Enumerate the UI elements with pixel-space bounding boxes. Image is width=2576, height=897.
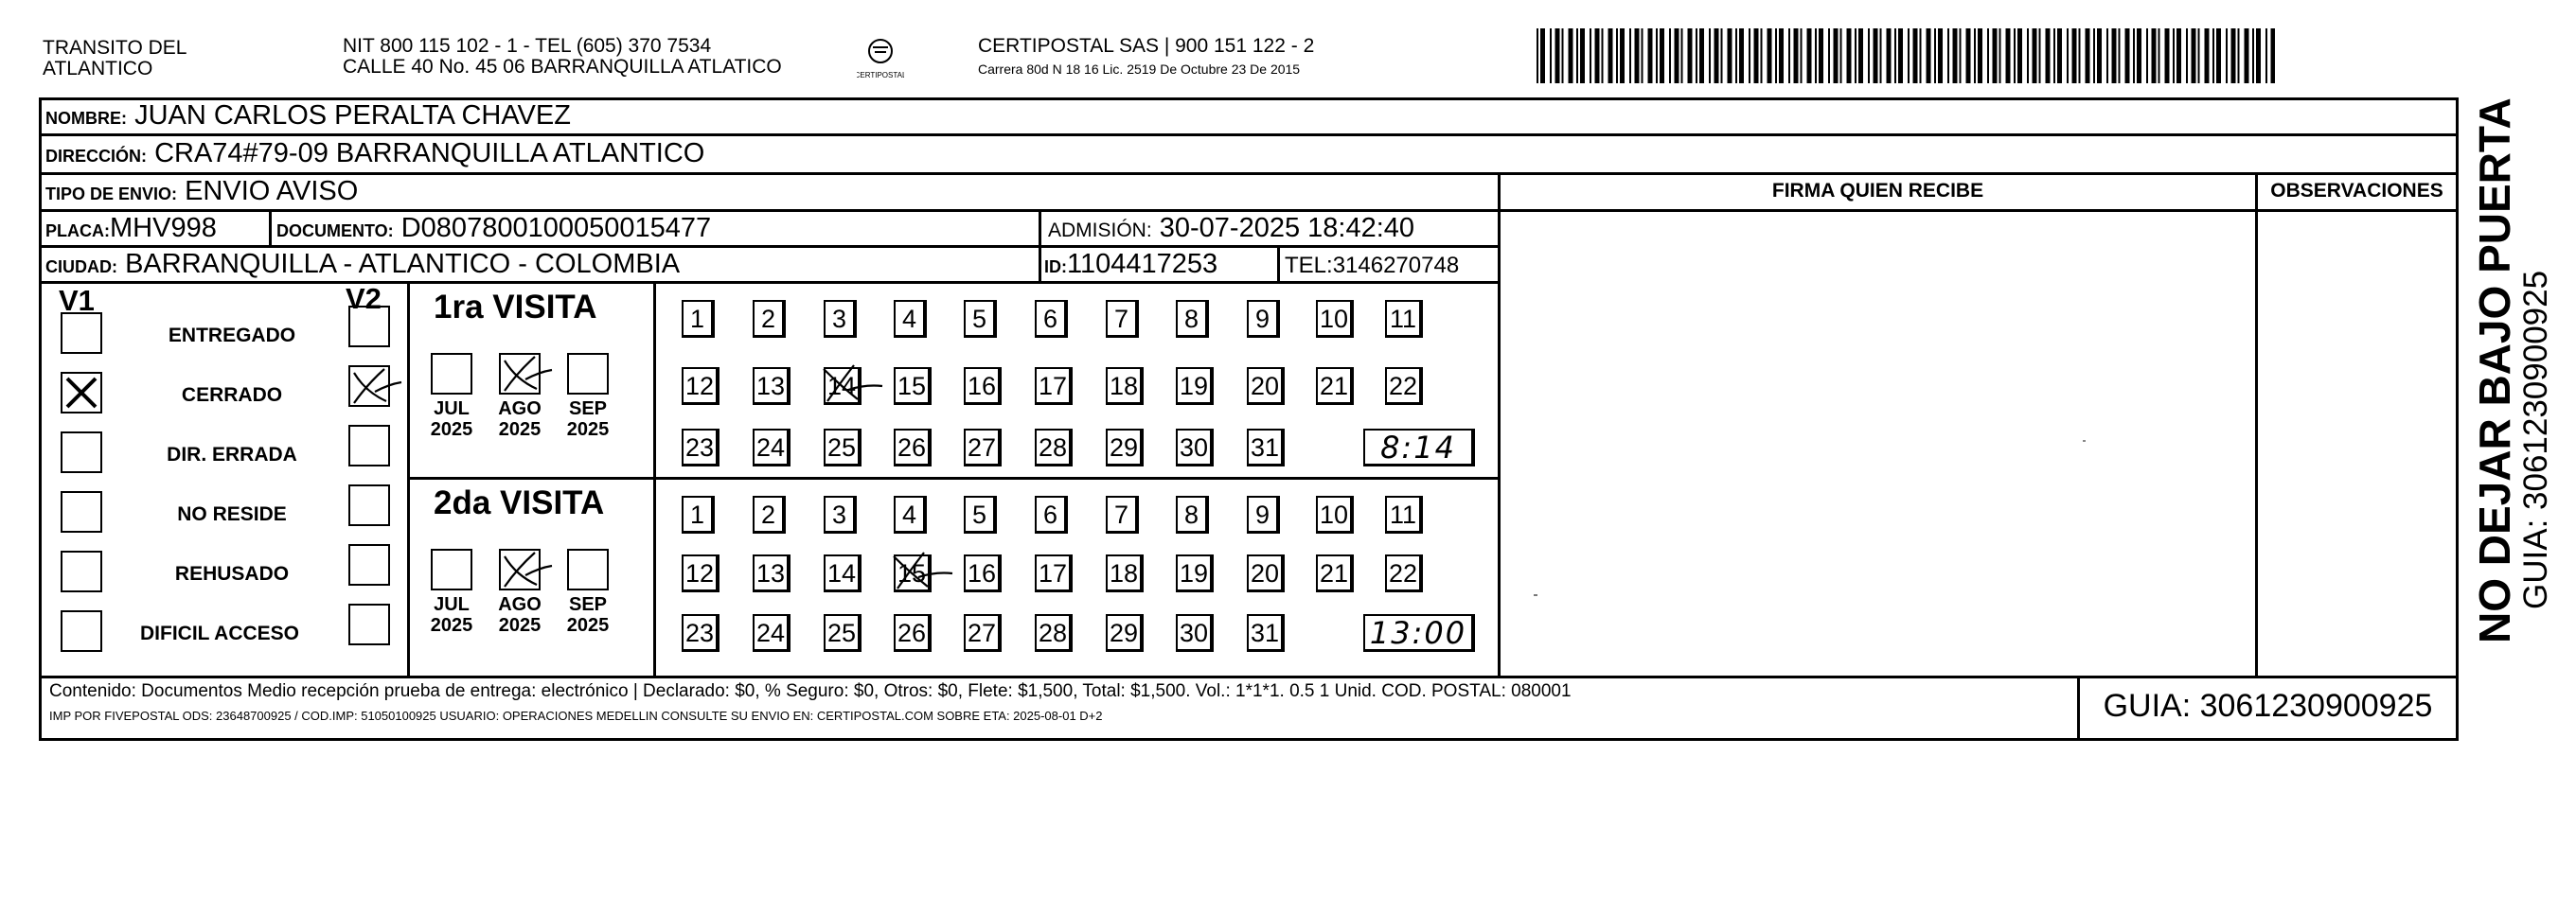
id-value: 1104417253 bbox=[1067, 249, 1218, 279]
second-visit-day-18[interactable]: 18 bbox=[1106, 554, 1144, 592]
direccion-label: DIRECCIÓN: bbox=[45, 147, 147, 166]
barcode-bar bbox=[2119, 28, 2121, 83]
first-visit-day-25[interactable]: 25 bbox=[824, 429, 862, 466]
second-visit-day-4[interactable]: 4 bbox=[894, 496, 927, 534]
barcode-bar bbox=[1987, 28, 1989, 83]
second-visit-time[interactable]: 13:00 bbox=[1363, 614, 1475, 652]
barcode-bar bbox=[1580, 28, 1585, 83]
barcode-bar bbox=[1828, 28, 1830, 83]
direccion-value: CRA74#79-09 BARRANQUILLA ATLANTICO bbox=[154, 138, 705, 168]
barcode-bar bbox=[1913, 28, 1918, 83]
year-label: 2025 bbox=[566, 419, 610, 440]
tipo-label: TIPO DE ENVIO: bbox=[45, 185, 178, 203]
carrier-name: CERTIPOSTAL SAS | 900 151 122 - 2 bbox=[978, 35, 1315, 57]
barcode-bar bbox=[2006, 28, 2011, 83]
first-visit-day-20[interactable]: 20 bbox=[1247, 367, 1285, 405]
year-label: 2025 bbox=[430, 615, 473, 636]
barcode-bar bbox=[2097, 28, 2102, 83]
barcode-bar bbox=[2133, 28, 2135, 83]
first-visit-day-16[interactable]: 16 bbox=[964, 367, 1002, 405]
barcode-bar bbox=[1815, 28, 1817, 83]
observaciones-header: OBSERVACIONES bbox=[2270, 180, 2443, 202]
barcode-bar bbox=[1908, 28, 1910, 83]
month-year-label bbox=[491, 594, 548, 636]
barcode-bar bbox=[2165, 28, 2170, 83]
barcode-bar bbox=[1749, 28, 1750, 83]
barcode-bar bbox=[1974, 28, 1976, 83]
barcode-bar bbox=[1779, 28, 1784, 83]
second-visit-day-3[interactable]: 3 bbox=[824, 496, 857, 534]
documento-value: D0807800100050015477 bbox=[400, 213, 712, 243]
barcode-bar bbox=[1681, 28, 1683, 83]
nombre-label: NOMBRE: bbox=[45, 109, 127, 128]
barcode-bar bbox=[1540, 28, 1545, 83]
v1-checkbox[interactable] bbox=[61, 312, 102, 354]
barcode-bar bbox=[2093, 28, 2095, 83]
barcode-bar bbox=[1794, 28, 1799, 83]
footer-guia: GUIA: 3061230900925 bbox=[2103, 688, 2433, 724]
month-year-label bbox=[423, 594, 480, 636]
second-visit-month-checkbox[interactable] bbox=[431, 549, 472, 590]
month-label: JUL bbox=[434, 398, 470, 419]
barcode-bar bbox=[1696, 28, 1697, 83]
year-label: 2025 bbox=[566, 615, 610, 636]
barcode-bar bbox=[1562, 28, 1564, 83]
admision-label: ADMISIÓN: bbox=[1048, 220, 1152, 241]
barcode-bar bbox=[2152, 28, 2157, 83]
first-visit-month-checkbox[interactable] bbox=[431, 353, 472, 395]
barcode-bar bbox=[1669, 28, 1671, 83]
barcode-bar bbox=[1576, 28, 1578, 83]
barcode-bar bbox=[1761, 28, 1763, 83]
barcode-bar bbox=[1898, 28, 1903, 83]
second-visit-day-31[interactable]: 31 bbox=[1247, 614, 1285, 652]
first-visit-day-5[interactable]: 5 bbox=[964, 300, 997, 338]
second-visit-day-22[interactable]: 22 bbox=[1385, 554, 1423, 592]
v1-checkbox[interactable] bbox=[61, 372, 102, 413]
v2-checkbox[interactable] bbox=[348, 365, 390, 407]
v1-label: V1 bbox=[59, 284, 95, 317]
v2-checkbox[interactable] bbox=[348, 604, 390, 645]
barcode-bar bbox=[1629, 28, 1631, 83]
barcode-bar bbox=[1847, 28, 1852, 83]
first-visit-day-31[interactable]: 31 bbox=[1247, 429, 1285, 466]
first-visit-day-17[interactable]: 17 bbox=[1035, 367, 1073, 405]
first-visit-day-13[interactable]: 13 bbox=[753, 367, 791, 405]
barcode-bar bbox=[2238, 28, 2240, 83]
sender-address: CALLE 40 No. 45 06 BARRANQUILLA ATLATICO bbox=[343, 56, 782, 78]
barcode-bar bbox=[1739, 28, 1744, 83]
barcode-bar bbox=[2245, 28, 2249, 83]
v2-checkbox[interactable] bbox=[348, 544, 390, 586]
side-label bbox=[2471, 76, 2554, 643]
second-visit-day-23[interactable]: 23 bbox=[682, 614, 720, 652]
month-label: SEP bbox=[568, 594, 608, 615]
first-visit-day-24[interactable]: 24 bbox=[753, 429, 791, 466]
v2-checkbox[interactable] bbox=[348, 306, 390, 347]
barcode-bar bbox=[2106, 28, 2108, 83]
barcode-bar bbox=[2033, 28, 2037, 83]
second-visit-day-2[interactable]: 2 bbox=[753, 496, 786, 534]
second-visit-day-16[interactable]: 16 bbox=[964, 554, 1002, 592]
second-visit-day-6[interactable]: 6 bbox=[1035, 496, 1068, 534]
second-visit-day-17[interactable]: 17 bbox=[1035, 554, 1073, 592]
direccion-row bbox=[45, 137, 704, 172]
second-visit-day-7[interactable]: 7 bbox=[1106, 496, 1139, 534]
barcode-bar bbox=[1602, 28, 1604, 83]
handwritten-mark bbox=[820, 363, 879, 405]
side-guia: GUIA: 3061230900925 bbox=[2517, 270, 2554, 609]
first-visit-day-29[interactable]: 29 bbox=[1106, 429, 1144, 466]
barcode-bar bbox=[1834, 28, 1839, 83]
month-year-label bbox=[491, 398, 548, 440]
month-year-label bbox=[423, 398, 480, 440]
barcode-bar bbox=[2205, 28, 2210, 83]
month-label: AGO bbox=[498, 594, 542, 615]
barcode-bar bbox=[1550, 28, 1552, 83]
barcode-bar bbox=[2027, 28, 2029, 83]
carrier-license: Carrera 80d N 18 16 Lic. 2519 De Octubre 23 De 2015 bbox=[978, 62, 1301, 77]
side-warning: NO DEJAR BAJO PUERTA bbox=[2470, 97, 2519, 643]
second-visit-day-13[interactable]: 13 bbox=[753, 554, 791, 592]
barcode-bar bbox=[2226, 28, 2228, 83]
second-visit-day-15[interactable]: 15 bbox=[894, 554, 932, 592]
second-visit-day-30[interactable]: 30 bbox=[1176, 614, 1214, 652]
first-visit-day-2[interactable]: 2 bbox=[753, 300, 786, 338]
status-label: DIFICIL ACCESO bbox=[140, 623, 300, 644]
tipo-row bbox=[45, 175, 358, 210]
v1-checkbox[interactable] bbox=[61, 491, 102, 533]
v2-checkbox[interactable] bbox=[348, 425, 390, 466]
barcode-bar bbox=[1648, 28, 1653, 83]
barcode-bar bbox=[2039, 28, 2041, 83]
barcode-bar bbox=[1675, 28, 1679, 83]
barcode-bar bbox=[2046, 28, 2051, 83]
second-visit-day-1[interactable]: 1 bbox=[682, 496, 715, 534]
second-visit-day-8[interactable]: 8 bbox=[1176, 496, 1209, 534]
signature-mark bbox=[1534, 594, 1537, 596]
second-visit-day-14[interactable]: 14 bbox=[824, 554, 862, 592]
first-visit-day-12[interactable]: 12 bbox=[682, 367, 720, 405]
barcode-bar bbox=[1642, 28, 1643, 83]
status-label: DIR. ERRADA bbox=[167, 444, 297, 466]
second-visit-day-26[interactable]: 26 bbox=[894, 614, 932, 652]
barcode-bar bbox=[1920, 28, 1922, 83]
barcode-bar bbox=[2212, 28, 2214, 83]
second-visit-day-11[interactable]: 11 bbox=[1385, 496, 1423, 534]
barcode-bar bbox=[2198, 28, 2200, 83]
month-label: SEP bbox=[568, 398, 608, 419]
second-visit-month-checkbox[interactable] bbox=[499, 549, 541, 590]
first-visit-month-checkbox[interactable] bbox=[499, 353, 541, 395]
first-visit-day-18[interactable]: 18 bbox=[1106, 367, 1144, 405]
first-visit-day-21[interactable]: 21 bbox=[1316, 367, 1354, 405]
barcode-bar bbox=[1635, 28, 1640, 83]
barcode-bar bbox=[2017, 28, 2022, 83]
barcode-bar bbox=[1775, 28, 1777, 83]
barcode-bar bbox=[2216, 28, 2221, 83]
barcode-bar bbox=[1927, 28, 1931, 83]
barcode-bar bbox=[2057, 28, 2062, 83]
barcode-bar bbox=[1934, 28, 1936, 83]
barcode-bar bbox=[1735, 28, 1737, 83]
barcode-bar bbox=[2265, 28, 2267, 83]
second-visit-day-29[interactable]: 29 bbox=[1106, 614, 1144, 652]
second-visit-day-10[interactable]: 10 bbox=[1316, 496, 1354, 534]
id-row bbox=[1044, 248, 1217, 283]
month-year-label bbox=[560, 398, 616, 440]
v1-checkbox[interactable] bbox=[61, 431, 102, 473]
barcode-bar bbox=[2112, 28, 2117, 83]
tel-value: 3146270748 bbox=[1332, 253, 1460, 278]
id-label: ID: bbox=[1044, 257, 1067, 276]
ciudad-label: CIUDAD: bbox=[45, 257, 117, 276]
first-visit-day-27[interactable]: 27 bbox=[964, 429, 1002, 466]
barcode-bar bbox=[1714, 28, 1719, 83]
first-visit-label: 1ra VISITA bbox=[434, 289, 597, 325]
barcode-bar bbox=[1840, 28, 1842, 83]
barcode-bar bbox=[1656, 28, 1658, 83]
sender-nit: NIT 800 115 102 - 1 - TEL (605) 370 7534 bbox=[343, 35, 712, 57]
barcode-bar bbox=[1868, 28, 1870, 83]
barcode-bar bbox=[2014, 28, 2016, 83]
placa-value: MHV998 bbox=[110, 213, 217, 243]
barcode-bar bbox=[1537, 28, 1538, 83]
second-visit-day-21[interactable]: 21 bbox=[1316, 554, 1354, 592]
v1-checkbox[interactable] bbox=[61, 610, 102, 652]
barcode-bar bbox=[1938, 28, 1943, 83]
first-visit-day-6[interactable]: 6 bbox=[1035, 300, 1068, 338]
second-visit-day-28[interactable]: 28 bbox=[1035, 614, 1073, 652]
nombre-value: JUAN CARLOS PERALTA CHAVEZ bbox=[134, 100, 571, 131]
status-label: REHUSADO bbox=[174, 563, 290, 585]
barcode-bar bbox=[1880, 28, 1882, 83]
status-label: ENTREGADO bbox=[168, 325, 296, 346]
first-visit-day-26[interactable]: 26 bbox=[894, 429, 932, 466]
first-visit-day-19[interactable]: 19 bbox=[1176, 367, 1214, 405]
documento-label: DOCUMENTO: bbox=[276, 221, 394, 240]
tipo-value: ENVIO AVISO bbox=[185, 176, 359, 206]
barcode-bar bbox=[1887, 28, 1892, 83]
second-visit-label: 2da VISITA bbox=[434, 484, 605, 521]
footer-print-info: IMP POR FIVEPOSTAL ODS: 23648700925 / COD.IMP: 51050100925 USUARIO: OPERACIONES MEDELLIN CONSULTE SU ENVIO EN: CERTIPOSTAL.COM SOBRE ETA: 2025-08-01 D+2 bbox=[49, 709, 1103, 723]
barcode-bar bbox=[2231, 28, 2236, 83]
barcode-bar bbox=[1894, 28, 1896, 83]
barcode-bar bbox=[1993, 28, 1998, 83]
barcode-bar bbox=[1699, 28, 1704, 83]
footer-content: Contenido: Documentos Medio recepción prueba de entrega: electrónico | Declarado: $0, % Seguro: $0, Otros: $0, Flete: $1,500, Total: $1,500. Vol.: 1*1*1. 0.5 1 Unid. COD. POSTAL: 080001 bbox=[49, 681, 1572, 701]
barcode-bar bbox=[1616, 28, 1618, 83]
second-visit-day-12[interactable]: 12 bbox=[682, 554, 720, 592]
barcode-bar bbox=[1855, 28, 1856, 83]
month-year-label bbox=[560, 594, 616, 636]
nombre-row bbox=[45, 99, 571, 134]
ciudad-row bbox=[45, 248, 680, 283]
placa-row bbox=[45, 212, 217, 247]
barcode-bar bbox=[1966, 28, 1971, 83]
carrier-logo bbox=[857, 36, 904, 81]
barcode-bar bbox=[1978, 28, 1982, 83]
barcode-bar bbox=[2173, 28, 2175, 83]
tel-label: TEL: bbox=[1285, 253, 1333, 278]
barcode-bar bbox=[1660, 28, 1664, 83]
signature-mark bbox=[2083, 440, 2086, 442]
second-visit-month-checkbox[interactable] bbox=[567, 549, 609, 590]
first-visit-time[interactable]: 8:14 bbox=[1363, 429, 1475, 466]
barcode-bar bbox=[1608, 28, 1613, 83]
first-visit-day-15[interactable]: 15 bbox=[894, 367, 932, 405]
barcode-bar bbox=[1801, 28, 1803, 83]
barcode-bar bbox=[2067, 28, 2069, 83]
barcode-bar bbox=[1728, 28, 1732, 83]
barcode-bar bbox=[1960, 28, 1962, 83]
barcode-bar bbox=[2176, 28, 2181, 83]
svg-text:CERTIPOSTAL: CERTIPOSTAL bbox=[857, 71, 904, 79]
tel-row bbox=[1285, 250, 1459, 282]
barcode-bar bbox=[2079, 28, 2081, 83]
status-label: NO RESIDE bbox=[177, 503, 287, 525]
barcode-bar bbox=[1858, 28, 1863, 83]
barcode-bar bbox=[2256, 28, 2261, 83]
barcode-bar bbox=[1999, 28, 2001, 83]
sender-name: TRANSITO DEL ATLANTICO bbox=[43, 37, 187, 79]
barcode-bar bbox=[2137, 28, 2141, 83]
first-visit-day-3[interactable]: 3 bbox=[824, 300, 857, 338]
second-visit-day-5[interactable]: 5 bbox=[964, 496, 997, 534]
handwritten-mark bbox=[890, 551, 949, 592]
ciudad-value: BARRANQUILLA - ATLANTICO - COLOMBIA bbox=[125, 249, 681, 279]
second-visit-day-27[interactable]: 27 bbox=[964, 614, 1002, 652]
barcode-bar bbox=[1754, 28, 1759, 83]
v2-checkbox[interactable] bbox=[348, 484, 390, 526]
first-visit-day-11[interactable]: 11 bbox=[1385, 300, 1423, 338]
barcode-bar bbox=[2072, 28, 2077, 83]
first-visit-day-4[interactable]: 4 bbox=[894, 300, 927, 338]
barcode-bar bbox=[1807, 28, 1812, 83]
barcode-bar bbox=[1590, 28, 1591, 83]
first-visit-day-14[interactable]: 14 bbox=[824, 367, 862, 405]
first-visit-day-10[interactable]: 10 bbox=[1316, 300, 1354, 338]
barcode-bar bbox=[1688, 28, 1693, 83]
second-visit-day-19[interactable]: 19 bbox=[1176, 554, 1214, 592]
barcode-bar bbox=[1595, 28, 1600, 83]
firma-header: FIRMA QUIEN RECIBE bbox=[1771, 180, 1984, 202]
year-label: 2025 bbox=[498, 615, 542, 636]
documento-row bbox=[276, 212, 711, 247]
barcode-bar bbox=[1709, 28, 1711, 83]
admision-row bbox=[1048, 212, 1414, 247]
second-visit-day-24[interactable]: 24 bbox=[753, 614, 791, 652]
barcode bbox=[1537, 28, 2275, 83]
barcode-bar bbox=[1819, 28, 1823, 83]
barcode-bar bbox=[2186, 28, 2188, 83]
barcode-bar bbox=[1555, 28, 1560, 83]
v2-label: V2 bbox=[346, 282, 382, 315]
barcode-bar bbox=[1569, 28, 1573, 83]
first-visit-month-checkbox[interactable] bbox=[567, 353, 609, 395]
barcode-bar bbox=[2271, 28, 2276, 83]
barcode-bar bbox=[2159, 28, 2160, 83]
barcode-bar bbox=[2125, 28, 2130, 83]
first-visit-day-30[interactable]: 30 bbox=[1176, 429, 1214, 466]
barcode-bar bbox=[1947, 28, 1949, 83]
v1-checkbox[interactable] bbox=[61, 551, 102, 592]
barcode-bar bbox=[2252, 28, 2254, 83]
admision-value: 30-07-2025 18:42:40 bbox=[1159, 213, 1415, 243]
barcode-bar bbox=[1874, 28, 1878, 83]
barcode-bar bbox=[1953, 28, 1958, 83]
barcode-bar bbox=[2146, 28, 2148, 83]
first-visit-day-8[interactable]: 8 bbox=[1176, 300, 1209, 338]
second-visit-day-25[interactable]: 25 bbox=[824, 614, 862, 652]
barcode-bar bbox=[2086, 28, 2090, 83]
month-label: JUL bbox=[434, 594, 470, 615]
barcode-bar bbox=[2192, 28, 2196, 83]
first-visit-day-22[interactable]: 22 bbox=[1385, 367, 1423, 405]
first-visit-day-23[interactable]: 23 bbox=[682, 429, 720, 466]
barcode-bar bbox=[1768, 28, 1772, 83]
logo-icon bbox=[857, 36, 904, 81]
second-visit-day-20[interactable]: 20 bbox=[1247, 554, 1285, 592]
barcode-bar bbox=[1788, 28, 1790, 83]
placa-label: PLACA: bbox=[45, 221, 110, 240]
barcode-bar bbox=[1721, 28, 1723, 83]
first-visit-day-1[interactable]: 1 bbox=[682, 300, 715, 338]
status-label: CERRADO bbox=[181, 384, 283, 406]
month-label: AGO bbox=[498, 398, 542, 419]
barcode-bar bbox=[2053, 28, 2055, 83]
barcode-bar bbox=[1620, 28, 1625, 83]
first-visit-day-7[interactable]: 7 bbox=[1106, 300, 1139, 338]
first-visit-day-28[interactable]: 28 bbox=[1035, 429, 1073, 466]
year-label: 2025 bbox=[430, 419, 473, 440]
first-visit-day-9[interactable]: 9 bbox=[1247, 300, 1280, 338]
second-visit-day-9[interactable]: 9 bbox=[1247, 496, 1280, 534]
year-label: 2025 bbox=[498, 419, 542, 440]
